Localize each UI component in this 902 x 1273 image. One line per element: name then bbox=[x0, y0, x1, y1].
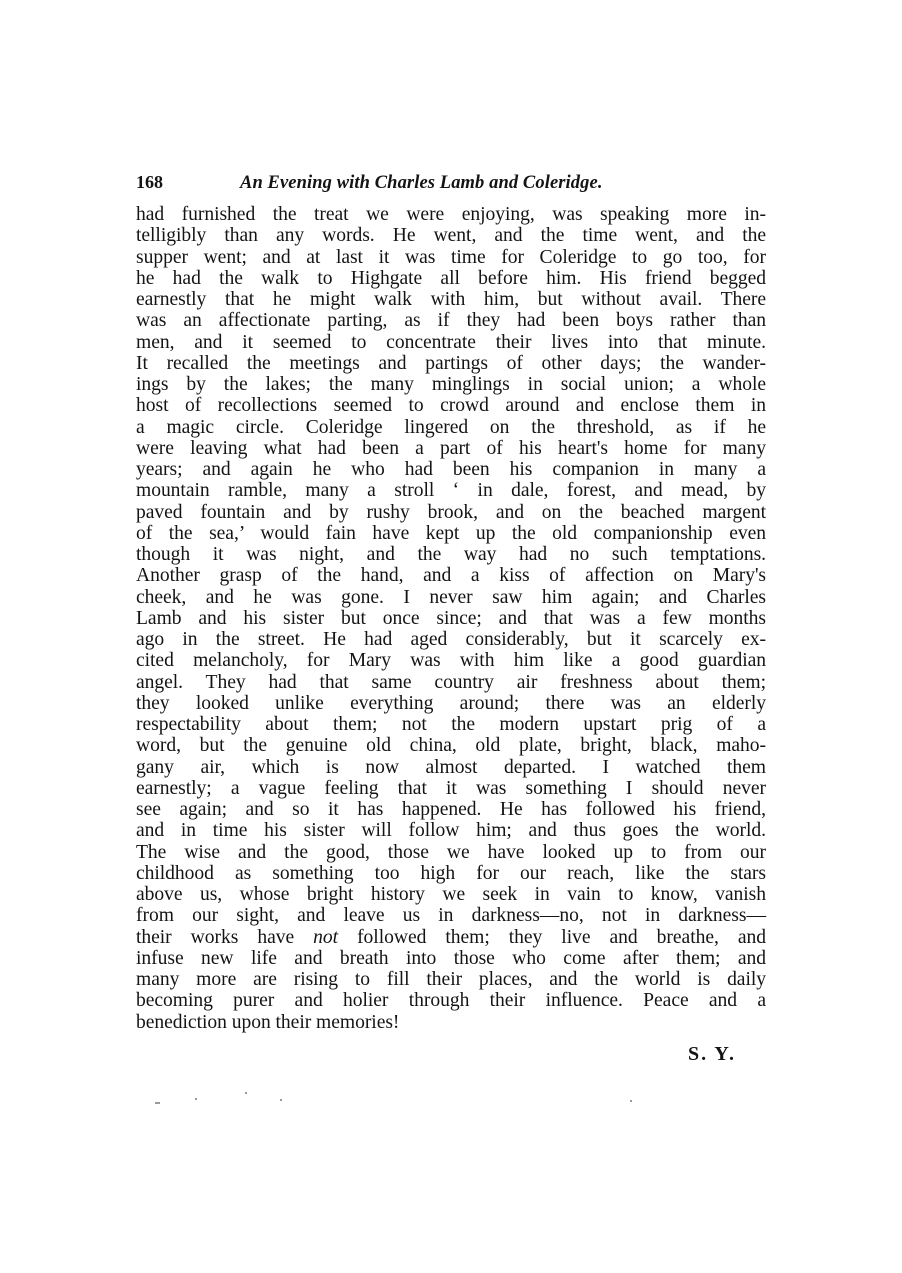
text-line: angel. They had that same country air freshness about them; bbox=[136, 671, 766, 693]
emphasis-not: not bbox=[313, 926, 339, 948]
text-line: respectability about them; not the modern upstart prig of a bbox=[136, 714, 766, 735]
text-line: of the sea,’ would fain have kept up the old companionship even bbox=[136, 522, 766, 544]
text-line: telligibly than any words. He went, and the time went, and the bbox=[136, 225, 766, 247]
text-line: Another grasp of the hand, and a kiss of affection on Mary's bbox=[136, 565, 766, 587]
author-signature: S. Y. bbox=[688, 1042, 736, 1065]
text-line: Lamb and his sister but once since; and that was a few months bbox=[136, 607, 766, 629]
text-line: he had the walk to Highgate all before him. His friend begged bbox=[136, 267, 766, 289]
text-line: ings by the lakes; the many minglings in social union; a whole bbox=[136, 374, 766, 395]
body-text bbox=[136, 204, 766, 1033]
text-line: mountain ramble, many a stroll ‘ in dale, forest, and mead, by bbox=[136, 480, 766, 502]
text-line: childhood as something too high for our reach, like the stars bbox=[136, 862, 766, 884]
page-number: 168 bbox=[136, 172, 163, 192]
text-line: host of recollections seemed to crowd around and enclose them in bbox=[136, 395, 766, 417]
text-line: cheek, and he was gone. I never saw him again; and Charles bbox=[136, 586, 766, 608]
text-line: word, but the genuine old china, old plate, bright, black, maho- bbox=[136, 735, 766, 757]
text-line: It recalled the meetings and partings of other days; the wander- bbox=[136, 352, 766, 374]
text-line: years; and again he who had been his companion in many a bbox=[136, 459, 766, 480]
text-line: becoming purer and holier through their influence. Peace and a bbox=[136, 990, 766, 1012]
text-line: though it was night, and the way had no such temptations. bbox=[136, 544, 766, 565]
scan-speck bbox=[195, 1098, 197, 1100]
scan-speck bbox=[630, 1100, 632, 1102]
text-line: and in time his sister will follow him; and thus goes the world. bbox=[136, 820, 766, 842]
text-line: supper went; and at last it was time for Coleridge to go too, for bbox=[136, 246, 766, 268]
text-line: was an affectionate parting, as if they had been boys rather than bbox=[136, 310, 766, 332]
text-line: they looked unlike everything around; there was an elderly bbox=[136, 692, 766, 714]
text-line: paved fountain and by rushy brook, and on the beached margent bbox=[136, 501, 766, 523]
text-line: earnestly; a vague feeling that it was something I should never bbox=[136, 777, 766, 799]
text-line: ago in the street. He had aged considerably, but it scarcely ex- bbox=[136, 629, 766, 650]
text-line: earnestly that he might walk with him, but without avail. There bbox=[136, 289, 766, 310]
text-line: cited melancholy, for Mary was with him like a good guardian bbox=[136, 650, 766, 672]
text-line: had furnished the treat we were enjoying, was speaking more in- bbox=[136, 204, 766, 225]
scan-speck bbox=[245, 1092, 247, 1094]
running-title: An Evening with Charles Lamb and Coleridge. bbox=[240, 173, 603, 193]
running-head bbox=[136, 172, 766, 198]
text-line: benediction upon their memories! bbox=[136, 1011, 400, 1033]
text-line: above us, whose bright history we seek in vain to know, vanish bbox=[136, 884, 766, 905]
text-line: see again; and so it has happened. He has followed his friend, bbox=[136, 799, 766, 820]
scan-speck bbox=[280, 1099, 282, 1101]
scan-speck bbox=[155, 1102, 160, 1104]
text-line: from our sight, and leave us in darkness—no, not in darkness— bbox=[136, 905, 766, 927]
text-line: were leaving what had been a part of his heart's home for many bbox=[136, 437, 766, 459]
text-line: a magic circle. Coleridge lingered on the threshold, as if he bbox=[136, 416, 766, 438]
text-line: men, and it seemed to concentrate their lives into that minute. bbox=[136, 331, 766, 353]
text-line: infuse new life and breath into those who come after them; and bbox=[136, 947, 766, 969]
text-line: The wise and the good, those we have looked up to from our bbox=[136, 841, 766, 863]
scan-specks bbox=[150, 1090, 750, 1110]
text-line-with-emphasis bbox=[136, 927, 766, 948]
text-line: gany air, which is now almost departed. I watched them bbox=[136, 756, 766, 778]
book-page bbox=[136, 172, 766, 1066]
text-fragment: followed them; they live and breathe, and bbox=[338, 926, 766, 948]
text-fragment: their works have bbox=[136, 926, 314, 948]
text-line: many more are rising to fill their places, and the world is daily bbox=[136, 969, 766, 990]
